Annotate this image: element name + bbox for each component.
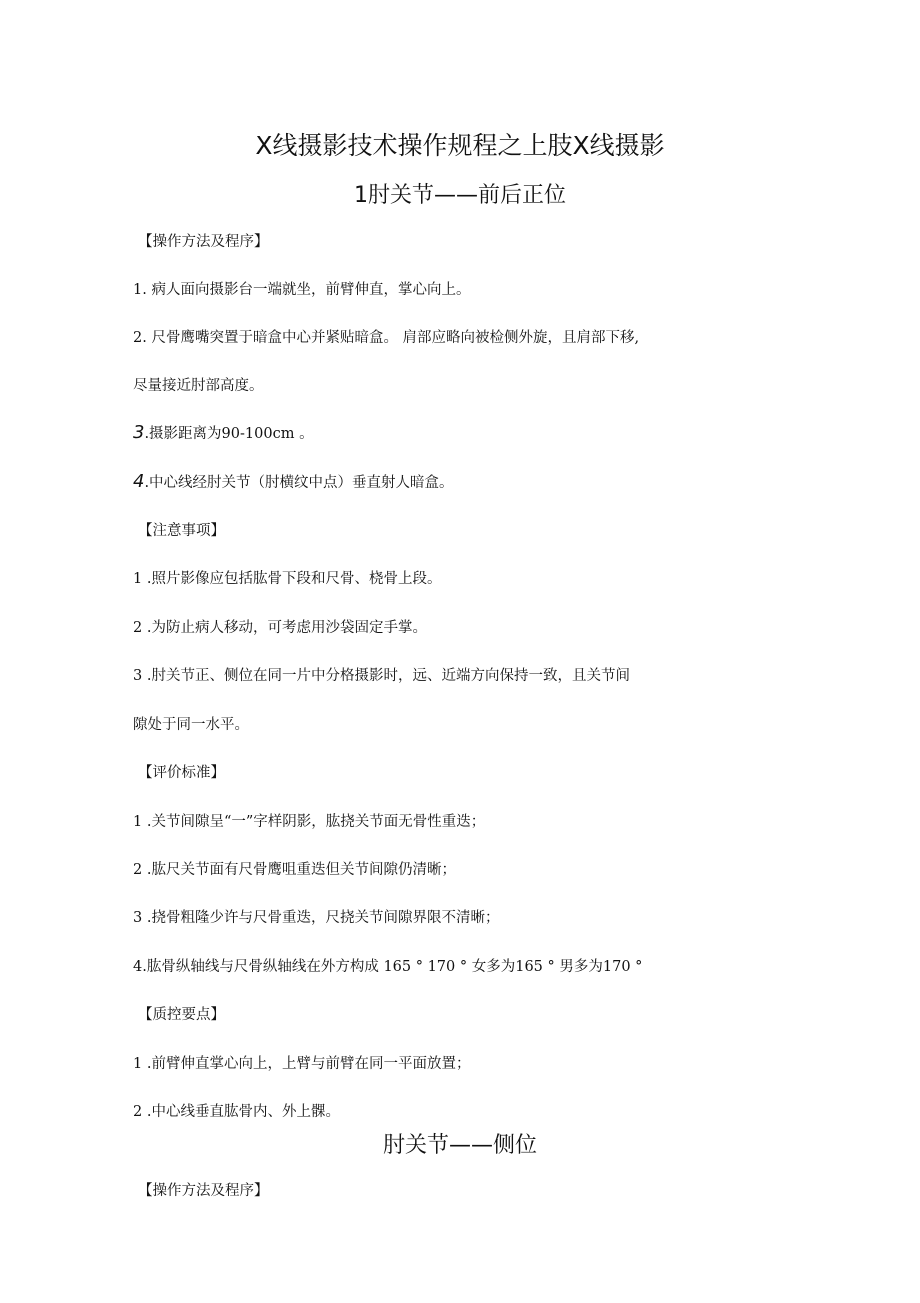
operation-step-2: 2. 尺骨鹰嘴突置于暗盒中心并紧贴暗盒。 肩部应略向被检侧外旋，且肩部下移, bbox=[133, 330, 640, 346]
step-4-text: .中心线经肘关节（肘横纹中点）垂直射人暗盒。 bbox=[144, 475, 454, 491]
step-3-number: 3 bbox=[133, 422, 145, 443]
operation-step-3 bbox=[133, 423, 314, 444]
note-2: 2 .为防止病人移动，可考虑用沙袋固定手掌。 bbox=[133, 620, 427, 636]
notes-heading: 【注意事项】 bbox=[138, 523, 225, 539]
step-4-number: 4 bbox=[133, 471, 145, 492]
section-heading-elbow-ap: 1肘关节——前后正位 bbox=[354, 183, 566, 208]
operation-step-4 bbox=[133, 472, 454, 493]
note-1: 1 .照片影像应包括肱骨下段和尺骨、桡骨上段。 bbox=[133, 571, 442, 587]
evaluation-heading: 【评价标准】 bbox=[138, 765, 225, 781]
operation-method-heading-2: 【操作方法及程序】 bbox=[138, 1183, 269, 1199]
document-title: X线摄影技术操作规程之上肢X线摄影 bbox=[255, 131, 665, 160]
note-3-continued: 隙处于同一水平。 bbox=[133, 717, 249, 733]
evaluation-3: 3 .挠骨粗隆少许与尺骨重迭，尺挠关节间隙界限不清晰； bbox=[133, 910, 500, 926]
section-heading-elbow-lateral: 肘关节——侧位 bbox=[382, 1133, 537, 1158]
quality-control-heading: 【质控要点】 bbox=[138, 1007, 225, 1023]
quality-control-1: 1 .前臂伸直掌心向上，上臂与前臂在同一平面放置； bbox=[133, 1056, 471, 1072]
evaluation-2: 2 .肱尺关节面有尺骨鹰咀重迭但关节间隙仍清晰； bbox=[133, 862, 456, 878]
evaluation-4: 4.肱骨纵轴线与尺骨纵轴线在外方构成 165 ° 170 ° 女多为165 ° 男多为170 ° bbox=[133, 959, 643, 975]
step-3-text: .摄影距离为90-100cm 。 bbox=[144, 426, 314, 442]
operation-method-heading: 【操作方法及程序】 bbox=[138, 234, 269, 250]
quality-control-2: 2 .中心线垂直肱骨内、外上髁。 bbox=[133, 1104, 340, 1120]
operation-step-2-continued: 尽量接近肘部高度。 bbox=[133, 378, 264, 394]
note-3: 3 .肘关节正、侧位在同一片中分格摄影时，远、近端方向保持一致，且关节间 bbox=[133, 668, 630, 684]
evaluation-1: 1 .关节间隙呈“一”字样阴影，肱挠关节面无骨性重迭； bbox=[133, 814, 486, 830]
operation-step-1: 1. 病人面向摄影台一端就坐，前臂伸直，掌心向上。 bbox=[133, 282, 471, 298]
